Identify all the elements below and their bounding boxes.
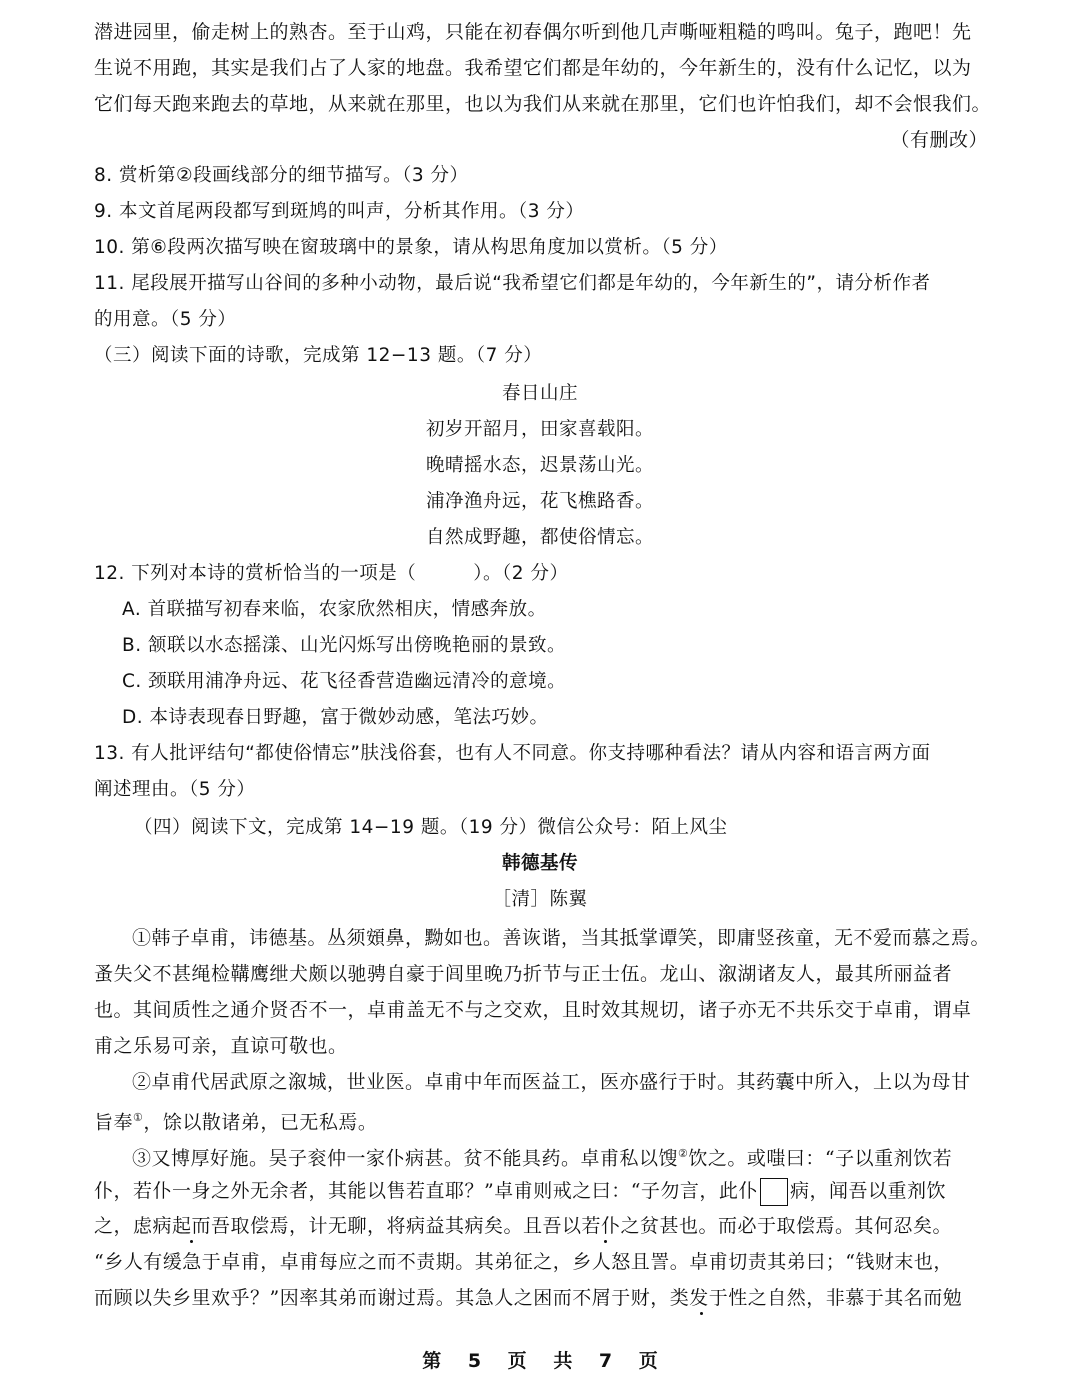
paragraph-1-line: 也。其间质性之通介贤否不一，卓甫盖无不与之交欢，且时效其规切，诸子亦无不共乐交于卓甫，谓卓 [94,999,972,1021]
poem-line: 初岁开韶月，田家喜载阳。 [425,419,654,440]
article-title: 韩德基传 [501,853,578,874]
emphasis-dot [700,1312,703,1315]
paragraph-2-text: 旨奉 [94,1111,134,1134]
question-8: 8. 赏析第②段画线部分的细节描写。（3 分） [94,165,469,186]
question-12: 12. 下列对本诗的赏析恰当的一项是（ ）。（2 分） [94,563,569,584]
page-footer [0,1346,1080,1373]
paragraph-2-text: ，馀以散诸弟，已无私焉。 [143,1111,378,1134]
blank-box [760,1178,788,1206]
option-b: B. 颔联以水态摇漾、山光闪烁写出傍晚艳丽的景致。 [122,635,566,656]
paragraph-3-text: 饮之。或嗤曰：“子以重剂饮若 [688,1147,953,1170]
paragraph-3-text: ③又博厚好施。吴子衮仲一家仆病甚。贫不能具药。卓甫私以馊 [132,1147,679,1170]
option-d: D. 本诗表现春日野趣，富于微妙动感，笔法巧妙。 [122,707,549,728]
poem-title: 春日山庄 [501,383,578,404]
paragraph-1-line: ①韩子卓甫，讳德基。丛须頞鼻，黝如也。善诙谐，当其抵掌谭笑，即庸竖孩童，无不爱而慕之焉。 [132,927,991,949]
paragraph-2-line [94,1106,377,1134]
emphasis-dot [190,1240,193,1243]
footnote-marker: ① [133,1111,144,1124]
question-13: 13. 有人批评结句“都使俗情忘”肤浅俗套，也有人不同意。你支持哪种看法？请从内容和语言两方面 [94,743,931,764]
paragraph-3-line: “乡人有缓急于卓甫，卓甫每应之而不责期。其弟征之，乡人怒且詈。卓甫切责其弟曰；“钱财末也， [94,1251,953,1273]
passage-line: 它们每天跑来跑去的草地，从来就在那里，也以为我们从来就在那里，它们也许怕我们，却不会恨我们。 [94,93,992,115]
paragraph-3-text: 仆，若仆一身之外无余者，其能以售若直耶？”卓甫则戒之曰：“子勿言，此仆 [94,1180,758,1202]
article-author: ［清］陈翼 [492,889,588,910]
question-11-continued: 的用意。（5 分） [94,309,237,330]
emphasis-dot [604,1240,607,1243]
poem-line: 浦净渔舟远，花飞樵路香。 [425,491,654,512]
question-9: 9. 本文首尾两段都写到斑鸠的叫声，分析其作用。（3 分） [94,201,585,222]
passage-line: 生说不用跑，其实是我们占了人家的地盘。我希望它们都是年幼的，今年新生的，没有什么记忆，以为 [94,57,972,79]
option-c: C. 颈联用浦净舟远、花飞径香营造幽远清冷的意境。 [122,671,567,692]
poem-line: 晚晴摇水态，迟景荡山光。 [425,455,654,476]
page-number: 第 5 页 [422,1350,527,1372]
paragraph-3-text: 病，闻吾以重剂饮 [789,1180,946,1202]
poem-line: 自然成野趣，都使俗情忘。 [425,527,654,548]
paragraph-1-line: 甫之乐易可亲，直谅可敬也。 [94,1035,348,1057]
question-10: 10. 第⑥段两次描写映在窗玻璃中的景象，请从构思角度加以赏析。（5 分） [94,237,728,258]
paragraph-3-line [132,1142,952,1170]
option-a: A. 首联描写初春来临，农家欣然相庆，情感奔放。 [122,599,547,620]
section-3-heading: （三）阅读下面的诗歌，完成第 12−13 题。（7 分） [94,345,543,366]
revision-note: （有删改） [890,129,988,151]
passage-line: 潜进园里，偷走树上的熟杏。至于山鸡，只能在初春偶尔听到他几声嘶哑粗糙的鸣叫。兔子，跑吧！先 [94,21,972,43]
paragraph-3-line: 之，虑病起而吾取偿焉，计无聊，将病益其病矣。且吾以若仆之贫甚也。而必于取偿焉。其何忍矣。 [94,1215,953,1237]
page-total: 共 7 页 [553,1350,658,1372]
paragraph-3-line: 而顾以失乡里欢乎？”因率其弟而谢过焉。其急人之困而不屑于财，类发于性之自然，非慕于其名而勉 [94,1287,963,1309]
paragraph-2-line: ②卓甫代居武原之溆城，世业医。卓甫中年而医益工，医亦盛行于时。其药囊中所入，上以为母甘 [132,1071,971,1093]
paragraph-3-line [94,1178,946,1206]
footnote-marker: ② [678,1147,689,1160]
paragraph-1-line: 蚤失父不甚绳检鞲鹰绁犬颇以驰骋自豪于闾里晚乃折节与正士伍。龙山、溆湖诸友人，最其所丽益者 [94,963,953,985]
question-13-continued: 阐述理由。（5 分） [94,779,256,800]
section-4-heading: （四）阅读下文，完成第 14−19 题。（19 分）微信公众号：陌上风尘 [134,817,728,838]
question-11: 11. 尾段展开描写山谷间的多种小动物，最后说“我希望它们都是年幼的，今年新生的”，请分析作者 [94,273,931,294]
